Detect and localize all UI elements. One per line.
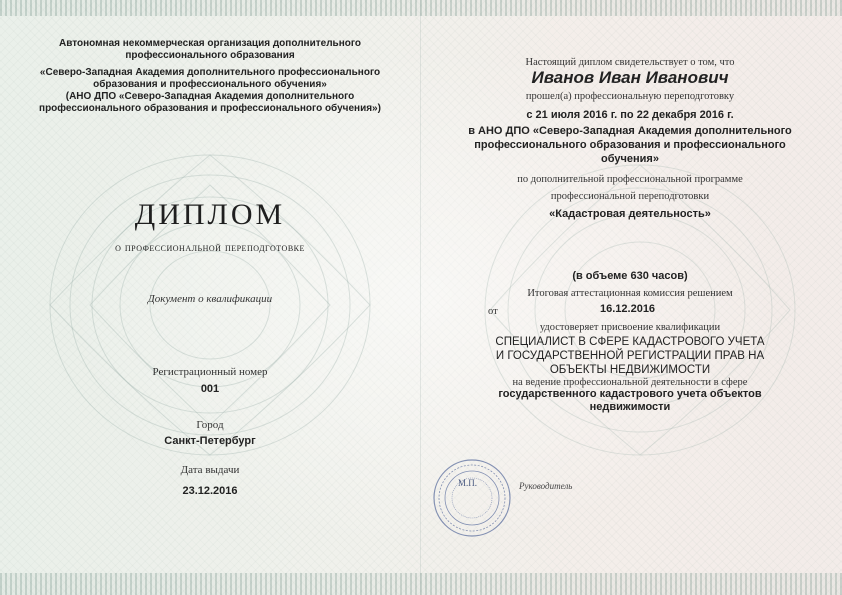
activity-line-2: государственного кадастрового учета объектов xyxy=(498,388,762,400)
activity-line-3: недвижимости xyxy=(589,401,671,413)
org-line-2: профессионального образования и профессионального xyxy=(474,139,786,151)
city-value: Санкт-Петербург xyxy=(164,435,256,447)
program-hours: (в объеме 630 часов) xyxy=(572,270,688,282)
top-guilloche-border xyxy=(0,0,842,16)
reg-number-label: Регистрационный номер xyxy=(152,366,268,378)
issue-date-label: Дата выдачи xyxy=(180,464,240,476)
org-line-3: обучения» xyxy=(601,153,659,165)
page-fold xyxy=(420,0,421,595)
diploma-title: ДИПЛОМ xyxy=(134,198,286,231)
activity-line-1: на ведение профессиональной деятельности в сфере xyxy=(512,377,748,388)
study-period: с 21 июля 2016 г. по 22 декабря 2016 г. xyxy=(526,109,734,121)
org-name-line-4: образования и профессионального обучения» xyxy=(93,79,327,90)
org-name-line-3: «Северо-Западная Академия дополнительного профессионального xyxy=(39,67,381,78)
seal-stamp xyxy=(432,458,512,538)
program-line-2: профессиональной переподготовки xyxy=(550,191,710,202)
passed-text: прошел(а) профессиональную переподготовку xyxy=(525,91,735,102)
org-name-line-2: профессионального образования xyxy=(125,50,295,61)
org-name-line-6: профессионального образования и профессионального обучения») xyxy=(39,103,381,114)
commission-text: Итоговая аттестационная комиссия решением xyxy=(527,288,733,299)
decision-date: 16.12.2016 xyxy=(600,303,656,315)
qualification-line-1: СПЕЦИАЛИСТ В СФЕРЕ КАДАСТРОВОГО УЧЕТА xyxy=(495,336,765,348)
head-signature-label: Руководитель xyxy=(519,481,573,491)
diploma-subtitle: о профессиональной переподготовке xyxy=(115,240,305,254)
graduate-name: Иванов Иван Иванович xyxy=(531,68,729,87)
reg-number-value: 001 xyxy=(200,383,220,395)
decision-from-label: от xyxy=(488,306,498,317)
stamp-placeholder: М.П. xyxy=(458,478,478,488)
intro-text: Настоящий диплом свидетельствует о том, что xyxy=(525,57,735,68)
org-name-line-1: Автономная некоммерческая организация дополнительного xyxy=(59,38,361,49)
document-type: Документ о квалификации xyxy=(147,293,273,305)
certifies-text: удостоверяет присвоение квалификации xyxy=(539,322,721,333)
program-line-1: по дополнительной профессиональной программе xyxy=(517,174,743,185)
qualification-line-2: И ГОСУДАРСТВЕННОЙ РЕГИСТРАЦИИ ПРАВ НА xyxy=(495,350,765,362)
program-name: «Кадастровая деятельность» xyxy=(549,208,711,220)
issue-date-value: 23.12.2016 xyxy=(182,485,238,497)
bottom-guilloche-border xyxy=(0,573,842,595)
org-name-line-5: (АНО ДПО «Северо-Западная Академия дополнительного xyxy=(65,91,355,102)
org-line-1: в АНО ДПО «Северо-Западная Академия дополнительного xyxy=(468,125,792,137)
qualification-line-3: ОБЪЕКТЫ НЕДВИЖИМОСТИ xyxy=(549,364,711,376)
city-label: Город xyxy=(196,419,224,431)
